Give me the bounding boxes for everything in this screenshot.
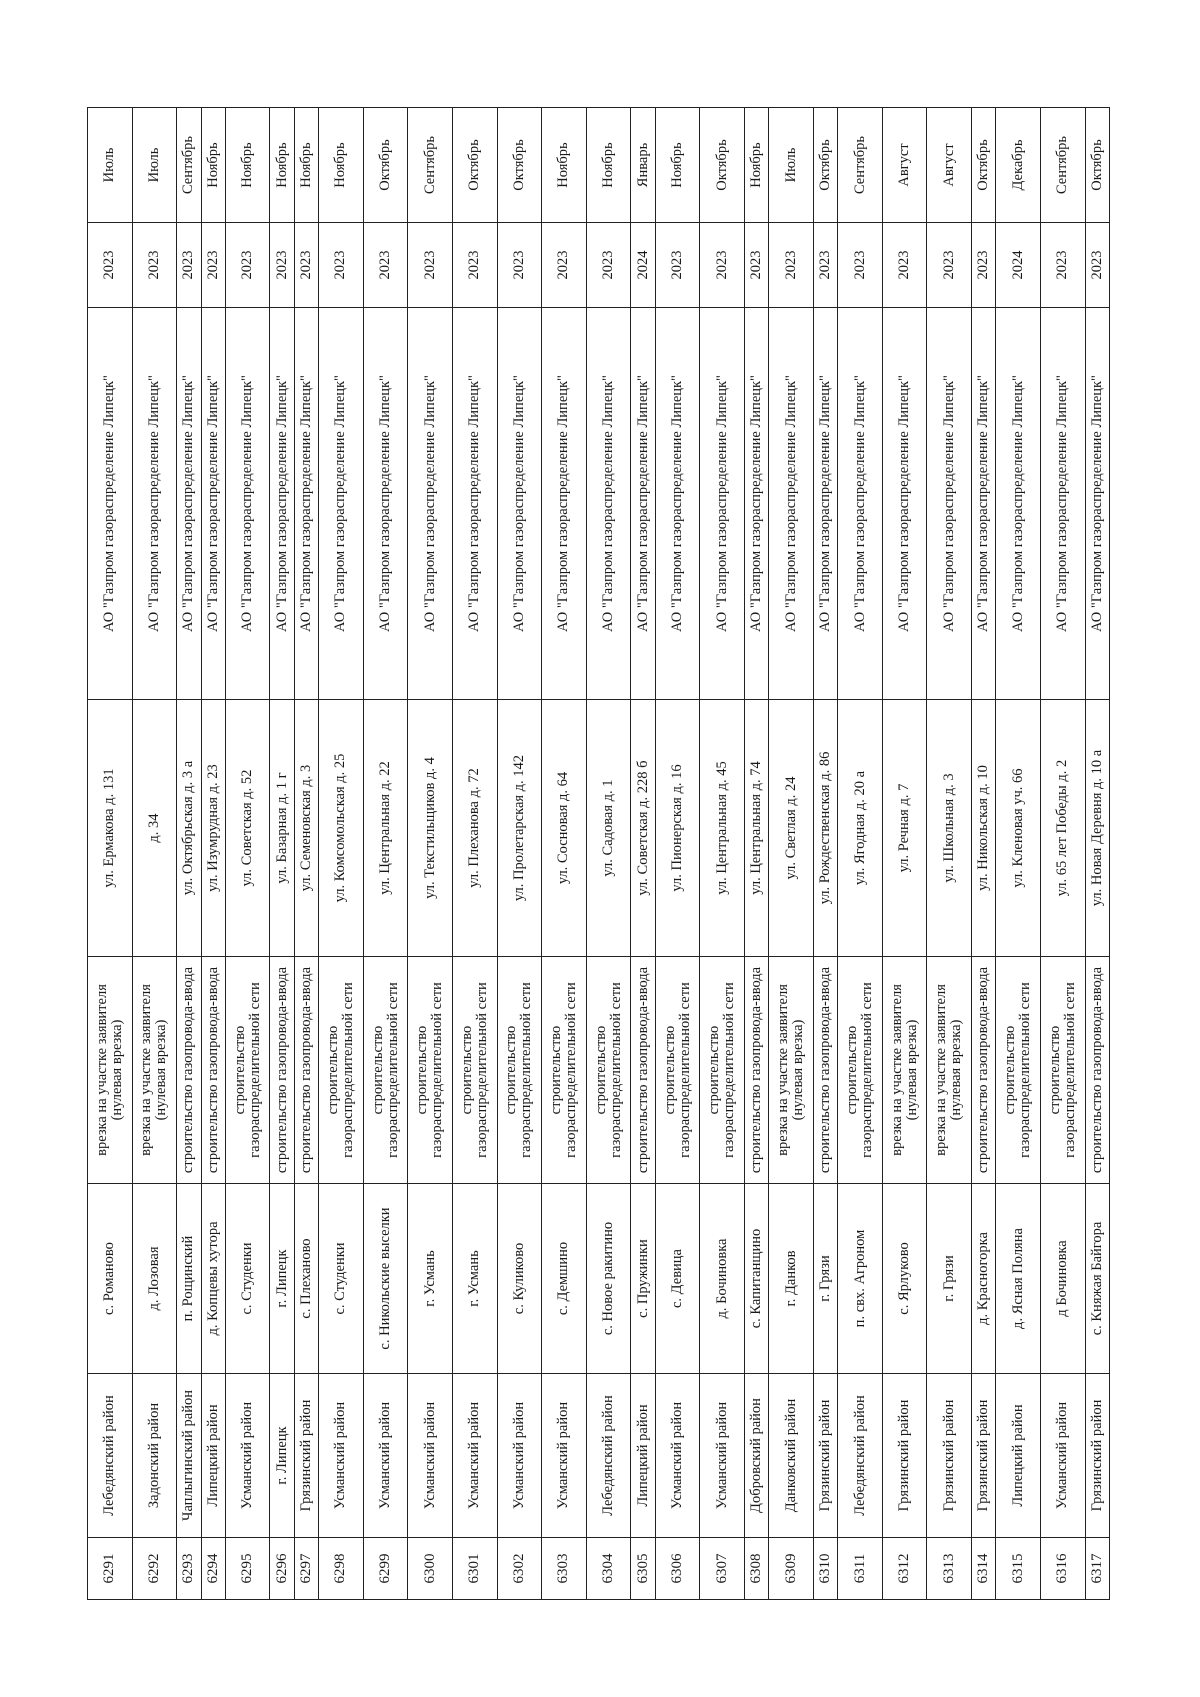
cell-district: Грязинский район [294,1374,318,1538]
cell-work-type: строительство газораспределительной сети [319,957,364,1184]
cell-district: Грязинский район [813,1374,837,1538]
cell-organization: АО "Газпром газораспределение Липецк" [542,308,587,700]
cell-row-number: 6304 [586,1538,631,1600]
cell-locality: г. Усмань [408,1184,453,1374]
cell-row-number: 6315 [996,1538,1041,1600]
cell-work-type: врезка на участке заявителя (нулевая врезка) [769,957,814,1184]
cell-address: ул. Советская д. 228 б [631,700,655,957]
cell-month: Ноябрь [744,108,768,223]
table-row [631,108,655,1600]
table-row [996,108,1041,1600]
cell-organization: АО "Газпром газораспределение Липецк" [88,308,133,700]
cell-month: Август [927,108,972,223]
cell-district: Усманский район [452,1374,497,1538]
cell-district: Усманский район [363,1374,408,1538]
cell-month: Август [882,108,927,223]
cell-row-number: 6305 [631,1538,655,1600]
cell-year: 2023 [1085,223,1109,308]
cell-month: Сентябрь [177,108,201,223]
cell-locality: д. Бочиновка [700,1184,745,1374]
cell-row-number: 6296 [270,1538,294,1600]
cell-district: Усманский район [408,1374,453,1538]
cell-work-type: строительство газораспределительной сети [996,957,1041,1184]
cell-month: Ноябрь [225,108,270,223]
cell-district: Лебедянский район [586,1374,631,1538]
cell-month: Июль [132,108,177,223]
cell-district: Лебедянский район [88,1374,133,1538]
cell-year: 2024 [631,223,655,308]
cell-month: Октябрь [363,108,408,223]
cell-locality: с. Демшино [542,1184,587,1374]
cell-row-number: 6293 [177,1538,201,1600]
table-row [700,108,745,1600]
cell-row-number: 6307 [700,1538,745,1600]
cell-year: 2023 [813,223,837,308]
rotated-table-sheet [87,108,1110,1600]
cell-row-number: 6294 [201,1538,225,1600]
cell-address: ул. Центральная д. 45 [700,700,745,957]
cell-locality: г. Данков [769,1184,814,1374]
cell-month: Сентябрь [1040,108,1085,223]
cell-district: Усманский район [1040,1374,1085,1538]
cell-row-number: 6311 [838,1538,883,1600]
cell-organization: АО "Газпром газораспределение Липецк" [177,308,201,700]
cell-address: ул. Кленовая уч. 66 [996,700,1041,957]
cell-district: Добровский район [744,1374,768,1538]
cell-locality: д. Ясная Поляна [996,1184,1041,1374]
cell-year: 2023 [452,223,497,308]
table-row [927,108,972,1600]
cell-year: 2023 [744,223,768,308]
cell-work-type: строительство газораспределительной сети [655,957,700,1184]
cell-year: 2023 [769,223,814,308]
cell-address: ул. Новая Деревня д. 10 а [1085,700,1109,957]
table-row [408,108,453,1600]
cell-row-number: 6309 [769,1538,814,1600]
cell-locality: с. Княжая Байгора [1085,1184,1109,1374]
cell-row-number: 6301 [452,1538,497,1600]
cell-month: Сентябрь [408,108,453,223]
table-row [813,108,837,1600]
cell-organization: АО "Газпром газораспределение Липецк" [813,308,837,700]
cell-locality: д. Красногорка [972,1184,996,1374]
cell-district: Усманский район [319,1374,364,1538]
cell-work-type: врезка на участке заявителя (нулевая врезка) [132,957,177,1184]
cell-address: ул. Садовая д. 1 [586,700,631,957]
cell-row-number: 6317 [1085,1538,1109,1600]
cell-district: Чаплыгинский район [177,1374,201,1538]
cell-year: 2023 [927,223,972,308]
cell-work-type: врезка на участке заявителя (нулевая врезка) [927,957,972,1184]
cell-address: ул. Центральная д. 74 [744,700,768,957]
cell-work-type: строительство газораспределительной сети [700,957,745,1184]
cell-organization: АО "Газпром газораспределение Липецк" [363,308,408,700]
cell-month: Октябрь [1085,108,1109,223]
cell-work-type: строительство газопровода-ввода [201,957,225,1184]
cell-locality: с. Капитанщино [744,1184,768,1374]
cell-district: Усманский район [225,1374,270,1538]
cell-locality: п. Рощинский [177,1184,201,1374]
cell-row-number: 6306 [655,1538,700,1600]
cell-address: ул. Пионерская д. 16 [655,700,700,957]
cell-address: д. 34 [132,700,177,957]
cell-row-number: 6302 [497,1538,542,1600]
table-row [744,108,768,1600]
cell-district: Липецкий район [631,1374,655,1538]
table-body [88,108,1110,1600]
table-row [88,108,133,1600]
cell-locality: г. Усмань [452,1184,497,1374]
cell-locality: с. Девица [655,1184,700,1374]
cell-organization: АО "Газпром газораспределение Липецк" [319,308,364,700]
cell-year: 2023 [132,223,177,308]
cell-year: 2023 [225,223,270,308]
cell-address: ул. Октябрьская д. 3 а [177,700,201,957]
table-row [177,108,201,1600]
cell-row-number: 6292 [132,1538,177,1600]
table-row [542,108,587,1600]
cell-month: Ноябрь [586,108,631,223]
cell-row-number: 6299 [363,1538,408,1600]
cell-row-number: 6310 [813,1538,837,1600]
table-row [319,108,364,1600]
cell-locality: г. Грязи [813,1184,837,1374]
cell-year: 2023 [408,223,453,308]
cell-locality: с. Ярлуково [882,1184,927,1374]
cell-organization: АО "Газпром газораспределение Липецк" [882,308,927,700]
cell-organization: АО "Газпром газораспределение Липецк" [631,308,655,700]
cell-address: ул. Советская д. 52 [225,700,270,957]
cell-month: Июль [769,108,814,223]
cell-year: 2023 [294,223,318,308]
cell-organization: АО "Газпром газораспределение Липецк" [996,308,1041,700]
table-row [972,108,996,1600]
cell-work-type: строительство газораспределительной сети [1040,957,1085,1184]
cell-organization: АО "Газпром газораспределение Липецк" [655,308,700,700]
table-row [1040,108,1085,1600]
table-row [294,108,318,1600]
cell-work-type: строительство газопровода-ввода [177,957,201,1184]
cell-month: Ноябрь [270,108,294,223]
cell-year: 2023 [363,223,408,308]
cell-address: ул. 65 лет Победы д. 2 [1040,700,1085,957]
cell-month: Октябрь [452,108,497,223]
cell-address: ул. Школьная д. 3 [927,700,972,957]
cell-work-type: строительство газопровода-ввода [744,957,768,1184]
cell-work-type: строительство газораспределительной сети [586,957,631,1184]
cell-locality: с. Куликово [497,1184,542,1374]
cell-address: ул. Светлая д. 24 [769,700,814,957]
cell-organization: АО "Газпром газораспределение Липецк" [408,308,453,700]
cell-month: Октябрь [497,108,542,223]
cell-district: Усманский район [497,1374,542,1538]
cell-organization: АО "Газпром газораспределение Липецк" [1040,308,1085,700]
cell-month: Ноябрь [201,108,225,223]
cell-work-type: строительство газораспределительной сети [225,957,270,1184]
cell-row-number: 6314 [972,1538,996,1600]
cell-district: Грязинский район [927,1374,972,1538]
cell-district: Грязинский район [1085,1374,1109,1538]
cell-row-number: 6297 [294,1538,318,1600]
cell-organization: АО "Газпром газораспределение Липецк" [769,308,814,700]
cell-organization: АО "Газпром газораспределение Липецк" [927,308,972,700]
cell-row-number: 6291 [88,1538,133,1600]
cell-row-number: 6300 [408,1538,453,1600]
cell-row-number: 6313 [927,1538,972,1600]
cell-organization: АО "Газпром газораспределение Липецк" [838,308,883,700]
table-row [769,108,814,1600]
cell-month: Ноябрь [655,108,700,223]
cell-district: Грязинский район [882,1374,927,1538]
cell-district: г. Липецк [270,1374,294,1538]
cell-year: 2023 [497,223,542,308]
cell-row-number: 6303 [542,1538,587,1600]
cell-organization: АО "Газпром газораспределение Липецк" [225,308,270,700]
cell-locality: д Бочиновка [1040,1184,1085,1374]
cell-locality: г. Липецк [270,1184,294,1374]
cell-work-type: строительство газораспределительной сети [542,957,587,1184]
cell-district: Задонский район [132,1374,177,1538]
cell-address: ул. Сосновая д. 64 [542,700,587,957]
cell-district: Усманский район [542,1374,587,1538]
cell-address: ул. Рождественская д. 86 [813,700,837,957]
cell-district: Липецкий район [996,1374,1041,1538]
cell-year: 2023 [655,223,700,308]
cell-district: Грязинский район [972,1374,996,1538]
cell-month: Октябрь [813,108,837,223]
cell-locality: д. Копцевы хутора [201,1184,225,1374]
cell-year: 2023 [1040,223,1085,308]
cell-organization: АО "Газпром газораспределение Липецк" [270,308,294,700]
cell-address: ул. Комсомольская д. 25 [319,700,364,957]
cell-work-type: строительство газораспределительной сети [363,957,408,1184]
cell-organization: АО "Газпром газораспределение Липецк" [132,308,177,700]
cell-month: Ноябрь [294,108,318,223]
cell-year: 2023 [88,223,133,308]
cell-locality: с. Плеханово [294,1184,318,1374]
cell-locality: с. Студенки [319,1184,364,1374]
cell-address: ул. Речная д. 7 [882,700,927,957]
cell-year: 2023 [319,223,364,308]
cell-year: 2023 [201,223,225,308]
cell-year: 2023 [838,223,883,308]
cell-work-type: врезка на участке заявителя (нулевая врезка) [88,957,133,1184]
cell-address: ул. Ягодная д. 20 а [838,700,883,957]
table-row [225,108,270,1600]
cell-organization: АО "Газпром газораспределение Липецк" [294,308,318,700]
cell-locality: с. Никольские выселки [363,1184,408,1374]
cell-year: 2023 [270,223,294,308]
cell-work-type: строительство газопровода-ввода [972,957,996,1184]
table-row [363,108,408,1600]
table-row [132,108,177,1600]
cell-locality: с. Пружинки [631,1184,655,1374]
cell-row-number: 6298 [319,1538,364,1600]
cell-row-number: 6295 [225,1538,270,1600]
cell-month: Ноябрь [319,108,364,223]
cell-work-type: строительство газораспределительной сети [408,957,453,1184]
cell-organization: АО "Газпром газораспределение Липецк" [1085,308,1109,700]
cell-locality: с. Новое ракитино [586,1184,631,1374]
cell-work-type: врезка на участке заявителя (нулевая врезка) [882,957,927,1184]
cell-month: Октябрь [972,108,996,223]
cell-locality: д. Лозовая [132,1184,177,1374]
cell-work-type: строительство газопровода-ввода [294,957,318,1184]
cell-organization: АО "Газпром газораспределение Липецк" [744,308,768,700]
cell-address: ул. Пролетарская д. 142 [497,700,542,957]
table-row [497,108,542,1600]
cell-row-number: 6312 [882,1538,927,1600]
table-row [452,108,497,1600]
table-row [655,108,700,1600]
cell-month: Сентябрь [838,108,883,223]
cell-month: Декабрь [996,108,1041,223]
cell-district: Лебедянский район [838,1374,883,1538]
cell-address: ул. Плеханова д. 72 [452,700,497,957]
table-row [1085,108,1109,1600]
cell-year: 2023 [586,223,631,308]
cell-address: ул. Семеновская д. 3 [294,700,318,957]
table-row [586,108,631,1600]
cell-month: Январь [631,108,655,223]
cell-month: Октябрь [700,108,745,223]
cell-address: ул. Изумрудная д. 23 [201,700,225,957]
cell-address: ул. Центральная д. 22 [363,700,408,957]
cell-organization: АО "Газпром газораспределение Липецк" [586,308,631,700]
table-row [882,108,927,1600]
cell-month: Ноябрь [542,108,587,223]
table-row [838,108,883,1600]
cell-organization: АО "Газпром газораспределение Липецк" [452,308,497,700]
cell-year: 2023 [882,223,927,308]
cell-work-type: строительство газораспределительной сети [838,957,883,1184]
cell-year: 2024 [996,223,1041,308]
cell-row-number: 6316 [1040,1538,1085,1600]
cell-organization: АО "Газпром газораспределение Липецк" [700,308,745,700]
cell-locality: с. Студенки [225,1184,270,1374]
cell-locality: п. свх. Агроном [838,1184,883,1374]
cell-locality: г. Грязи [927,1184,972,1374]
cell-work-type: строительство газопровода-ввода [1085,957,1109,1184]
cell-district: Липецкий район [201,1374,225,1538]
cell-district: Усманский район [700,1374,745,1538]
cell-organization: АО "Газпром газораспределение Липецк" [972,308,996,700]
cell-year: 2023 [177,223,201,308]
cell-district: Усманский район [655,1374,700,1538]
cell-organization: АО "Газпром газораспределение Липецк" [497,308,542,700]
cell-year: 2023 [700,223,745,308]
cell-address: ул. Базарная д. 1 г [270,700,294,957]
cell-work-type: строительство газопровода-ввода [270,957,294,1184]
cell-address: ул. Ермакова д. 131 [88,700,133,957]
cell-month: Июль [88,108,133,223]
table-row [201,108,225,1600]
cell-address: ул. Никольская д. 10 [972,700,996,957]
cell-year: 2023 [542,223,587,308]
cell-row-number: 6308 [744,1538,768,1600]
cell-district: Данковский район [769,1374,814,1538]
cell-work-type: строительство газопровода-ввода [631,957,655,1184]
cell-address: ул. Текстильщиков д. 4 [408,700,453,957]
cell-work-type: строительство газопровода-ввода [813,957,837,1184]
cell-locality: с. Романово [88,1184,133,1374]
table-row [270,108,294,1600]
gas-connection-table [87,107,1110,1600]
cell-work-type: строительство газораспределительной сети [452,957,497,1184]
cell-year: 2023 [972,223,996,308]
cell-organization: АО "Газпром газораспределение Липецк" [201,308,225,700]
cell-work-type: строительство газораспределительной сети [497,957,542,1184]
